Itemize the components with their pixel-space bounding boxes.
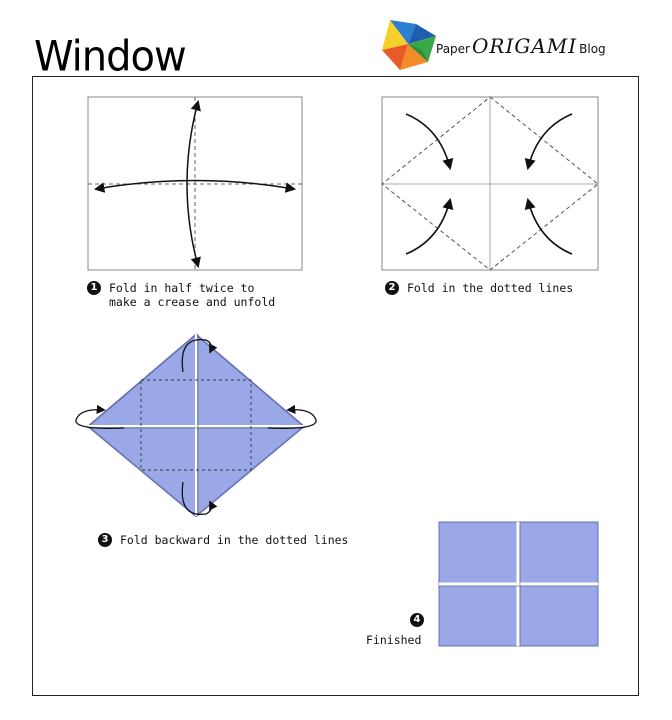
step2-number: 2 (385, 281, 399, 295)
step4-diagram (439, 522, 598, 646)
step2-diagram (382, 97, 598, 270)
step1-line2: make a crease and unfold (109, 295, 276, 309)
logo-prefix: Paper (436, 42, 470, 56)
step1-number: 1 (87, 281, 101, 295)
step1-diagram (88, 97, 302, 270)
step2-caption (385, 281, 573, 295)
step4-caption (366, 633, 421, 647)
step4-number-wrap (410, 613, 432, 627)
step1-caption (87, 281, 275, 309)
step2-text: Fold in the dotted lines (407, 281, 574, 295)
step3-diagram (76, 334, 316, 517)
page-title: Window (34, 32, 186, 82)
step3-number: 3 (98, 533, 112, 547)
step1-line1: Fold in half twice to (109, 281, 255, 295)
step3-text: Fold backward in the dotted lines (120, 533, 349, 547)
logo-brand: ORIGAMI (471, 34, 578, 58)
step3-caption (98, 533, 348, 547)
logo-suffix: Blog (579, 42, 606, 56)
step4-number: 4 (410, 613, 424, 627)
step4-text: Finished (366, 633, 422, 647)
